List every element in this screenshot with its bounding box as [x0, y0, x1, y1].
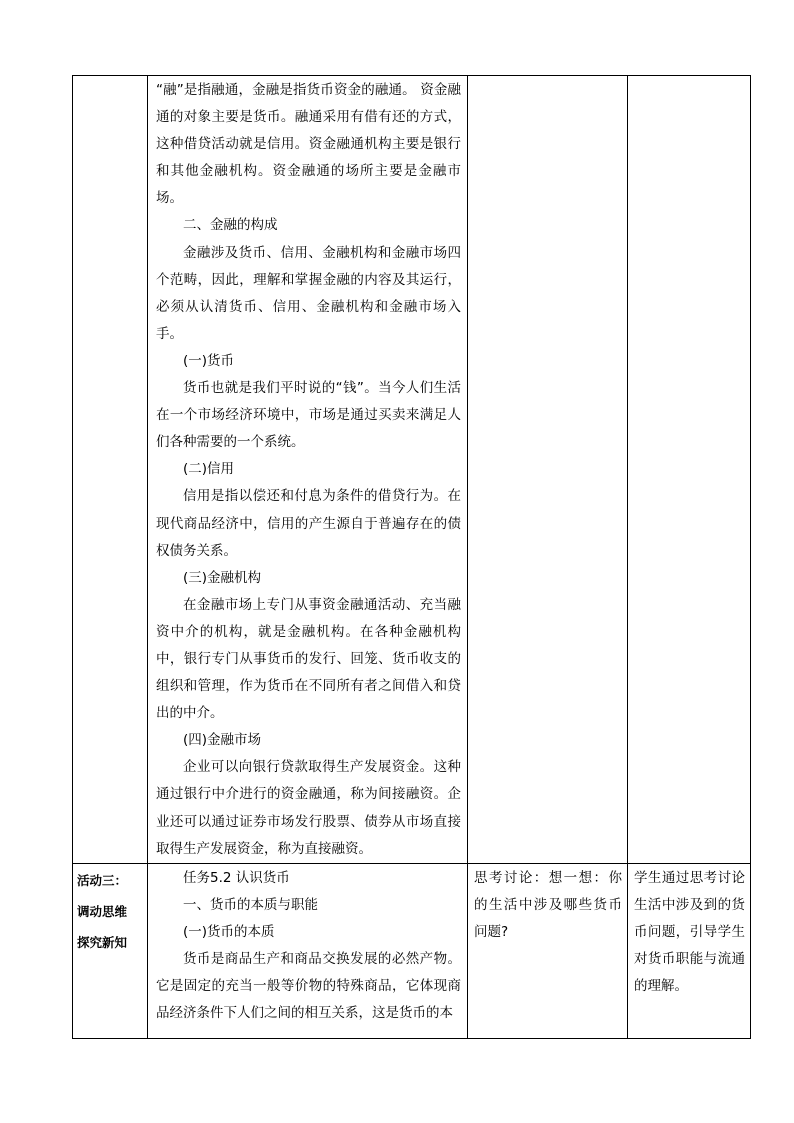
heading-financial-institutions: (三)金融机构	[183, 569, 262, 586]
activity-label-line-1: 活动三：	[77, 873, 128, 888]
table-row-finance-overview	[73, 76, 751, 864]
paragraph-currency: 货币也就是我们平时说的“钱”。当今人们生活在一个市场经济环境中，市场是通过买卖来满足人们各种需要的一个系统。	[156, 380, 461, 451]
table-row-activity-three	[73, 864, 751, 1039]
heading-finance-composition: 二、金融的构成	[183, 217, 278, 234]
teaching-content	[148, 864, 467, 1028]
paragraph-currency-essence: 货币是商品生产和商品交换发展的必然产物。它是固定的充当一般等价物的特殊商品，它体现商品经济条件下人们之间的相互关系，这是货币的本	[156, 951, 461, 1022]
activity-label-line-3: 探究新知	[77, 935, 128, 950]
heading-currency-essence: (一)货币的本质	[183, 924, 275, 941]
design-intent-cell	[628, 76, 751, 864]
paragraph-financial-institutions: 在金融市场上专门从事资金融通活动、充当融资中介的机构，就是金融机构。在各种金融机构中，银行专门从事货币的发行、回笼、货币收支的组织和管理，作为货币在不同所有者之间借入和贷出的中介。	[156, 596, 461, 722]
student-activity-cell	[468, 864, 628, 1039]
design-intent-text: 学生通过思考讨论生活中涉及到的货币问题，引导学生 对货币职能与流通的理解。	[634, 870, 745, 995]
design-intent-cell	[628, 864, 751, 1039]
paragraph-credit: 信用是指以偿还和付息为条件的借贷行为。在现代商品经济中，信用的产生源自于普遍存在的债权债务关系。	[156, 488, 461, 559]
teaching-content	[148, 76, 467, 863]
paragraph-finance-scope: 金融涉及货币、信用、金融机构和金融市场四个范畴，因此，理解和掌握金融的内容及其运行，必须从认清货币、信用、金融机构和金融市场入手。	[156, 244, 461, 342]
student-activity-text: 思考讨论：想一想：你的生活中涉及哪些货币问题?	[474, 870, 622, 941]
lesson-plan-table	[72, 75, 751, 1039]
task-title: 任务5.2 认识货币	[183, 870, 290, 886]
heading-currency-essence-function: 一、货币的本质与职能	[183, 897, 318, 914]
paragraph-financial-market: 企业可以向银行贷款取得生产发展资金。这种通过银行中介进行的资金融通，称为间接融资。企业还可以通过证券市场发行股票、债券从市场直接取得生产发展资金，称为直接融资。	[156, 759, 461, 857]
heading-financial-market: (四)金融市场	[183, 732, 262, 749]
activity-label	[73, 864, 147, 958]
teaching-content-cell	[148, 864, 468, 1039]
activity-label-cell	[73, 76, 148, 864]
activity-label-line-2: 调动思维	[77, 904, 128, 919]
student-activity-cell	[468, 76, 628, 864]
teaching-content-cell	[148, 76, 468, 864]
paragraph-rong-definition: “融”是指融通，金融是指货币资金的融通。 资金融通的对象主要是货币。融通采用有借有还的方式，这种借贷活动就是信用。资金融通机构主要是银行和其他金融机构。资金融通的场所主要是金融市场。	[156, 82, 461, 207]
heading-credit: (二)信用	[183, 461, 235, 478]
activity-label-cell	[73, 864, 148, 1039]
heading-currency: (一)货币	[183, 352, 235, 369]
